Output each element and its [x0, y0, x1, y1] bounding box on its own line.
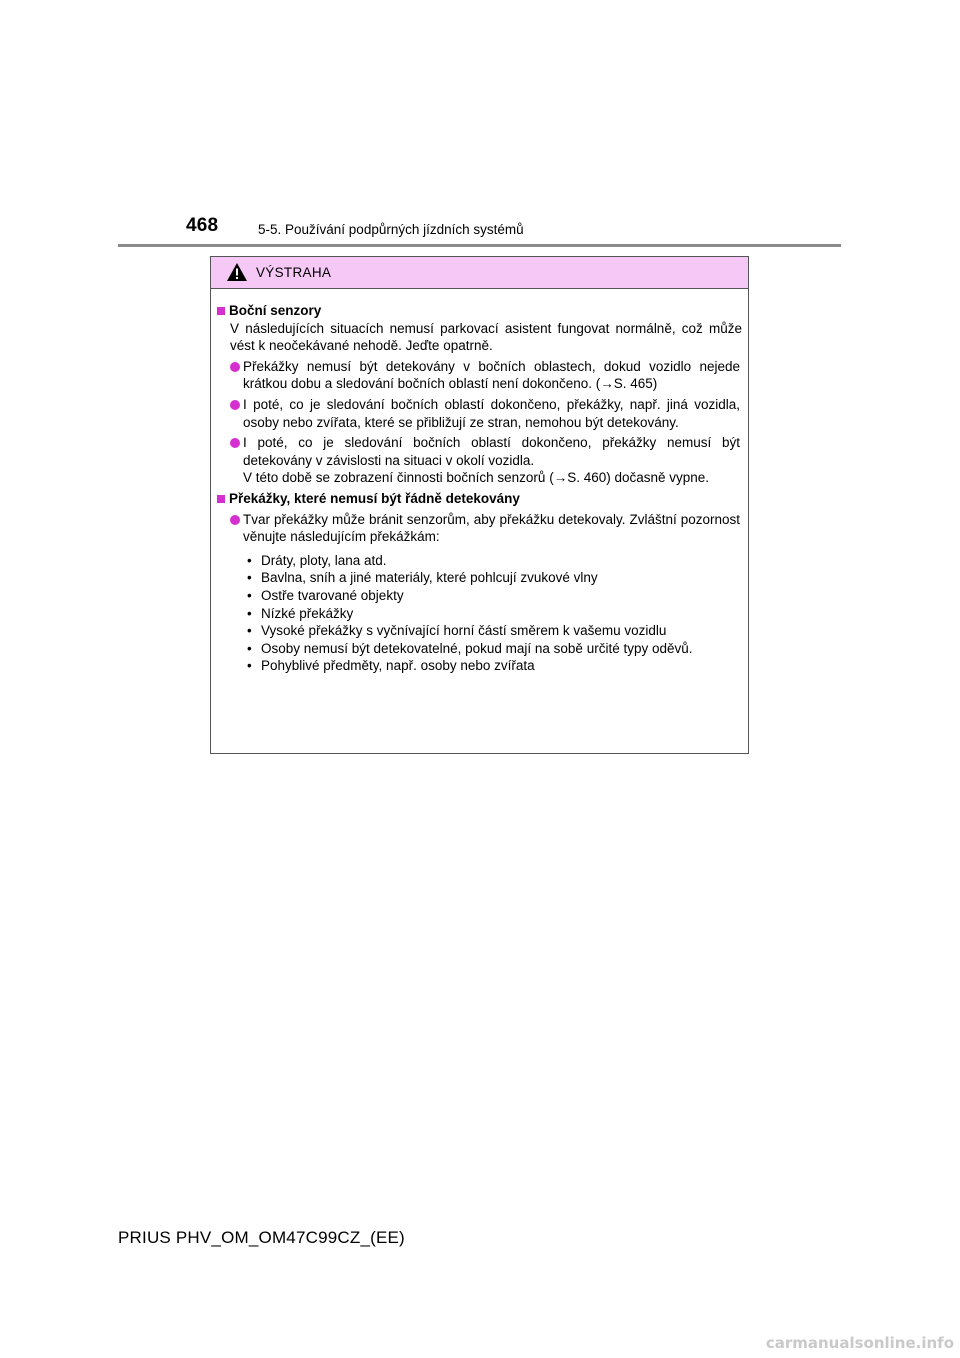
circle-bullet-icon [230, 515, 240, 525]
warning-title: VÝSTRAHA [256, 265, 332, 280]
list-item [217, 434, 742, 487]
bullet-mark: • [247, 587, 252, 603]
warning-body [211, 289, 748, 675]
warning-box [210, 256, 749, 754]
item-text: I poté, co je sledování bočních oblastí dokončeno, překážky nemusí být detekovány v závislosti na situaci v okolí vozidla. [243, 435, 740, 468]
bullet-mark: • [247, 640, 252, 656]
bullet-mark: • [247, 570, 252, 586]
item-text: I poté, co je sledování bočních oblastí dokončeno, překážky, např. jiná vozidla, osoby nebo zvířata, které se přibližují ze stran, nemohou být detekovány. [243, 396, 740, 430]
item-text: Překážky nemusí být detekovány v bočních oblastech, dokud vozidlo nejede krátkou dobu a sledování bočních oblastí není dokončeno. ( [243, 358, 740, 392]
page-reference: S. 460) dočasně vypne. [567, 470, 710, 486]
arrow-icon: → [553, 470, 568, 486]
bullet-item: • Dráty, ploty, lana atd. [247, 552, 387, 568]
warning-header [211, 257, 748, 289]
item-text: Tvar překážky může bránit senzorům, aby překážku detekovaly. Zvláštní pozornost věnujte následujícím překážkám: [243, 511, 740, 545]
bullet-item: • Ostře tvarované objekty [247, 587, 404, 603]
heading-text: Překážky, které nemusí být řádně detekovány [229, 490, 520, 506]
list-item [217, 358, 742, 393]
bullet-mark: • [247, 658, 252, 674]
heading-obstacles [217, 490, 742, 508]
list-item [217, 511, 742, 546]
bullet-mark: • [247, 623, 252, 639]
circle-bullet-icon [230, 400, 240, 410]
circle-bullet-icon [230, 362, 240, 372]
heading-text: Boční senzory [229, 303, 322, 318]
bullet-mark: • [247, 605, 252, 621]
square-bullet-icon [217, 495, 225, 503]
item-text: V této době se zobrazení činnosti bočních senzorů ( [243, 470, 554, 486]
header-rule [118, 244, 841, 247]
document-code: PRIUS PHV_OM_OM47C99CZ_(EE) [118, 1228, 405, 1247]
warning-triangle-icon [226, 262, 248, 282]
page-number: 468 [186, 215, 219, 236]
page-reference: S. 465) [613, 376, 658, 392]
bullet-item: • Vysoké překážky s vyčnívající horní částí směrem k vašemu vozidlu [247, 623, 667, 639]
bullet-item: • Nízké překážky [247, 605, 354, 621]
obstacle-list [217, 552, 742, 675]
bullet-item: • Bavlna, sníh a jiné materiály, které pohlcují zvukové vlny [247, 570, 598, 586]
arrow-icon: → [600, 376, 614, 392]
circle-bullet-icon [230, 438, 240, 448]
bullet-mark: • [247, 552, 252, 568]
bullet-item: • Osoby nemusí být detekovatelné, pokud mají na sobě určité typy oděvů. [247, 640, 693, 656]
side-sensors-intro: V následujících situacích nemusí parkovací asistent fungovat normálně, což může vést k neočekávané nehodě. Jeďte opatrně. [230, 320, 742, 354]
heading-side-sensors [217, 302, 742, 320]
section-title: 5-5. Používání podpůrných jízdních systémů [258, 222, 524, 237]
watermark: carmanualsonline.info [765, 1334, 954, 1352]
square-bullet-icon [217, 307, 225, 315]
bullet-item: • Pohyblivé předměty, např. osoby nebo zvířata [247, 658, 535, 674]
list-item [217, 396, 742, 431]
